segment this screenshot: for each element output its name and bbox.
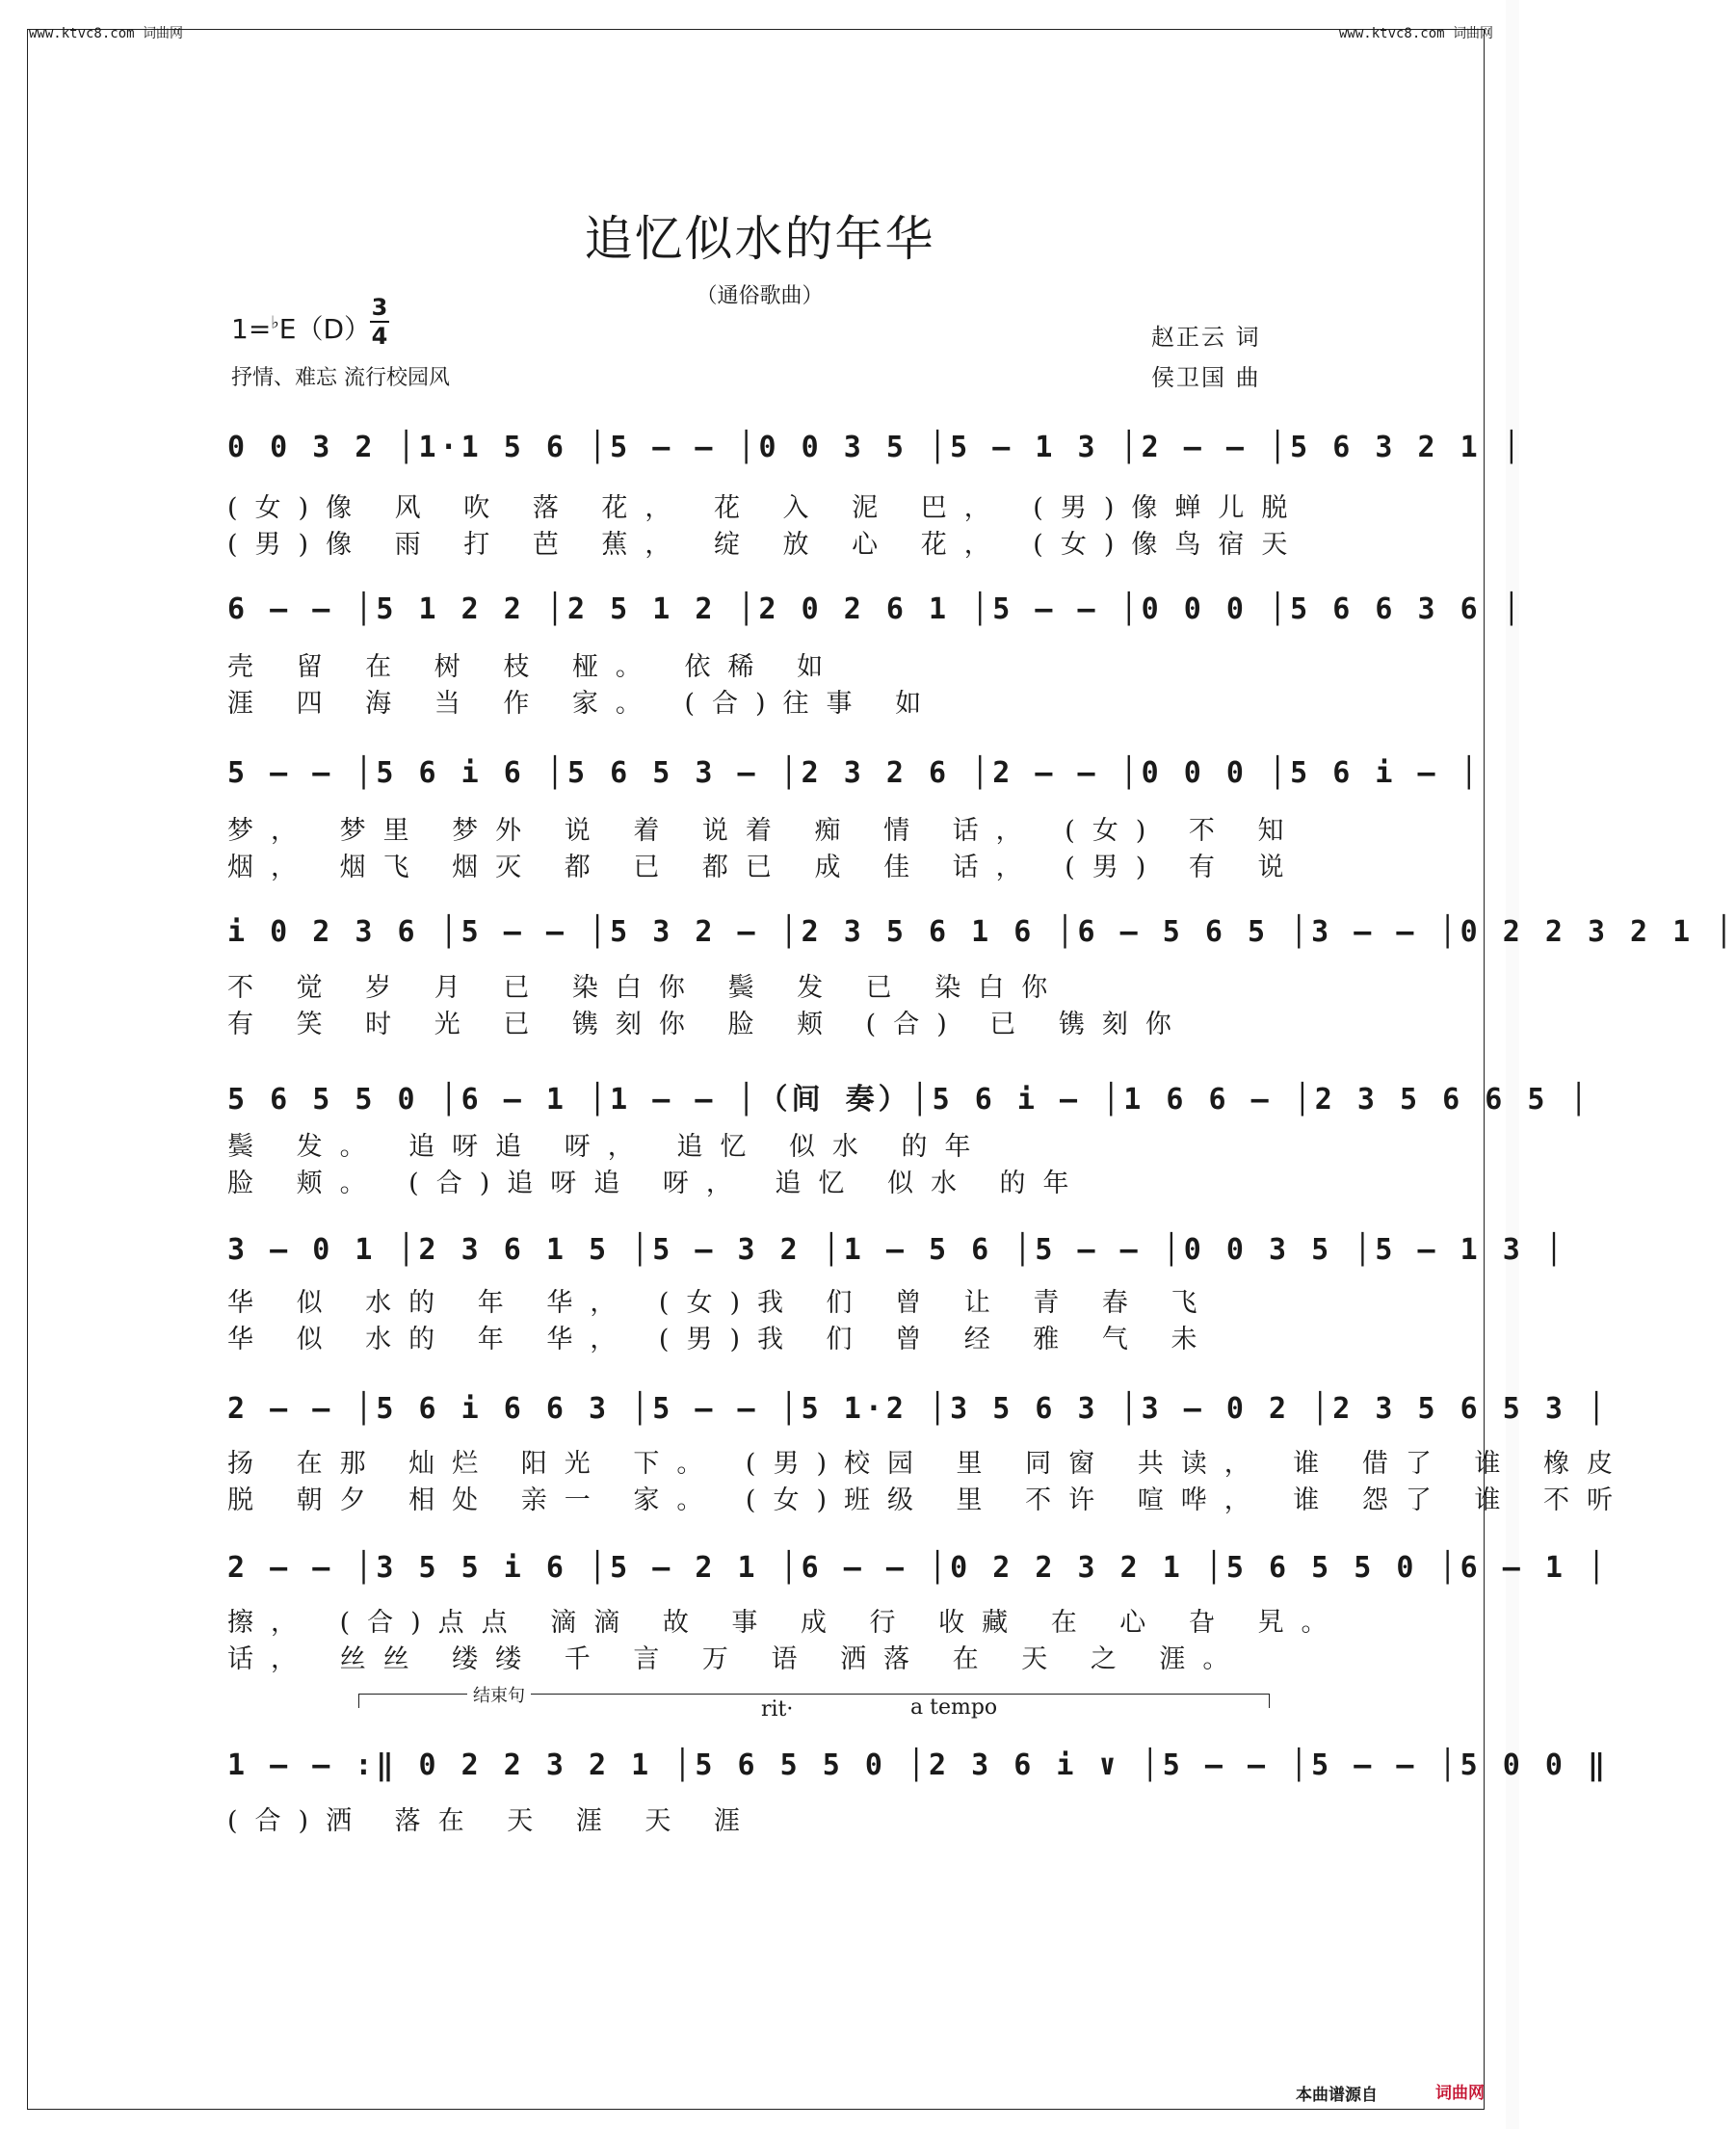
flat-sign: ♭ [271,312,279,333]
time-top: 3 [371,294,388,321]
lyric-line: 壳 留 在 树 枝 桠。 依稀 如 [227,652,841,682]
notes: 1 — — :‖ 0 2 2 3 2 1 │5 6 5 5 0 │2 3 6 i ∨ │5 — — │5 — — │5 0 0 ‖ [227,1748,1609,1782]
notes: 3 — 0 1 │2 3 6 1 5 │5 — 3 2 │1 — 5 6 │5 — — │0 0 3 5 │5 — 1 3 │ [227,1233,1566,1267]
notes: 2 — — │3 5 5 i 6 │5 — 2 1 │6 — — │0 2 2 3 2 1 │5 6 5 5 0 │6 — 1 │ [227,1551,1609,1585]
lyric-line: (女)像 风 吹 落 花， 花 入 泥 巴， (男)像蝉儿脱 [227,493,1305,523]
key-label: 1= [231,313,272,345]
ending-label: 结束句 [467,1682,531,1707]
lyric-line: 扬 在那 灿烂 阳光 下。 (男)校园 里 同窗 共读， 谁 借了 谁 橡皮 [227,1449,1631,1479]
key-note: E（D） [278,313,372,345]
a-tempo-marking: a tempo [910,1695,998,1720]
notation-row [227,583,1524,650]
notation-row [227,747,1482,814]
lyric-line: (合)洒 落在 天 涯 天 涯 [227,1806,757,1836]
lyric-line: 脸 颊。 (合)追呀追 呀， 追忆 似水 的年 [227,1169,1087,1198]
lyric-line: 梦， 梦里 梦外 说 着 说着 痴 情 话， (女) 不 知 [227,816,1302,846]
rit-marking: rit· [761,1697,794,1722]
lyric-line: 擦， (合)点点 滴滴 故 事 成 行 收藏 在 心 旮 旯。 [227,1608,1345,1638]
song-subtitle: （通俗歌曲） [696,284,824,308]
lyric-line: 话， 丝丝 缕缕 千 言 万 语 洒落 在 天 之 涯。 [227,1644,1247,1674]
notes: 5 6 5 5 0 │6 — 1 │1 — — │（间 奏）│5 6 i — │1 6 6 — │2 3 5 6 6 5 │ [227,1083,1591,1117]
footer-logo[interactable]: 词曲网 [1435,2084,1485,2103]
notes: 6 — — │5 1 2 2 │2 5 1 2 │2 0 2 6 1 │5 — — │0 0 0 │5 6 6 3 6 │ [227,592,1524,626]
lyric-line: (男)像 雨 打 芭 蕉， 绽 放 心 花， (女)像鸟宿天 [227,530,1305,560]
notes: 0 0 3 2 │1·1 5 6 │5 — — │0 0 3 5 │5 — 1 3 │2 — — │5 6 3 2 1 │ [227,431,1524,464]
header-site-left[interactable]: www.ktvc8.com 词曲网 [29,26,184,41]
notation-row [227,1541,1609,1609]
lyric-line: 鬓 发。 追呀追 呀， 追忆 似水 的年 [227,1132,988,1162]
notation-row [227,906,1736,973]
notes: 5 — — │5 6 i 6 │5 6 5 3 — │2 3 2 6 │2 — — │0 0 0 │5 6 i — │ [227,756,1482,790]
footer-source-text: 本曲谱源自 [1296,2086,1378,2105]
watermark-strip [1506,0,1519,2129]
notation-row [227,421,1524,488]
notes: i 0 2 3 6 │5 — — │5 3 2 — │2 3 5 6 1 6 │6 — 5 6 5 │3 — — │0 2 2 3 2 1 │ [227,915,1736,949]
notation-row [227,1382,1609,1450]
lyric-line: 有 笑 时 光 已 镌刻你 脸 颊 (合) 已 镌刻你 [227,1010,1189,1039]
lyricist-credit: 赵正云 词 [1151,324,1261,351]
lyric-line: 华 似 水的 年 华， (女)我 们 曾 让 青 春 飞 [227,1288,1215,1318]
lyric-line: 华 似 水的 年 华， (男)我 们 曾 经 雅 气 未 [227,1325,1215,1354]
lyric-line: 烟， 烟飞 烟灭 都 已 都已 成 佳 话， (男) 有 说 [227,853,1302,882]
composer-credit: 侯卫国 曲 [1151,364,1261,391]
notation-row [227,1739,1609,1806]
song-title: 追忆似水的年华 [584,211,935,267]
tempo-marking: 抒情、难忘 流行校园风 [231,366,450,390]
notes: 2 — — │5 6 i 6 6 3 │5 — — │5 1·2 │3 5 6 3 │3 — 0 2 │2 3 5 6 5 3 │ [227,1392,1609,1426]
key-signature [231,308,371,347]
lyric-line: 不 觉 岁 月 已 染白你 鬓 发 已 染白你 [227,973,1065,1003]
time-bottom: 4 [371,323,388,350]
notation-row [227,1065,1591,1133]
time-signature [370,294,389,350]
lyric-line: 脱 朝夕 相处 亲一 家。 (女)班级 里 不许 喧哗， 谁 怨了 谁 不听 [227,1485,1631,1515]
lyric-line: 涯 四 海 当 作 家。 (合)往事 如 [227,689,939,719]
header-site-right[interactable]: www.ktvc8.com 词曲网 [1339,26,1494,41]
